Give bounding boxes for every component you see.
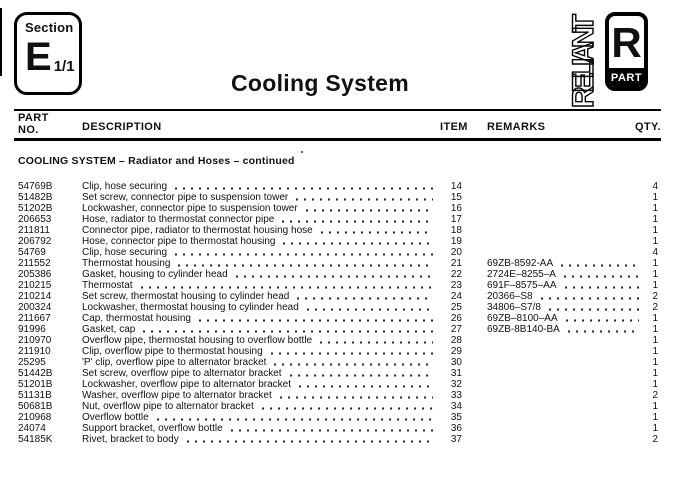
qty-value: 2 <box>652 291 658 302</box>
description-cell <box>82 434 438 445</box>
qty-value: 1 <box>652 280 658 291</box>
remarks-cell <box>487 269 644 280</box>
description-cell <box>82 181 438 192</box>
qty-value: 1 <box>652 269 658 280</box>
description-cell <box>82 192 438 203</box>
qty-value: 1 <box>652 346 658 357</box>
item-number: 17 <box>450 214 462 225</box>
table-row <box>0 346 681 357</box>
dot-leader <box>565 280 639 291</box>
part-number: 211552 <box>18 258 51 269</box>
description-text: Thermostat housing <box>82 258 171 269</box>
brand-badge-letter: R <box>611 19 642 66</box>
description-text: Clip, hose securing <box>82 247 168 258</box>
item-number: 37 <box>450 434 462 445</box>
table-row <box>0 225 681 236</box>
description-text: Overflow pipe, thermostat housing to overflow bottle <box>82 335 313 346</box>
part-number: 206653 <box>18 214 52 225</box>
description-cell <box>82 236 438 247</box>
table-row <box>0 357 681 368</box>
parts-table-body <box>0 181 681 445</box>
section-label: Section <box>25 20 74 35</box>
table-row <box>0 379 681 390</box>
qty-value: 1 <box>652 335 658 346</box>
dot-leader <box>157 412 433 423</box>
part-number: 51131B <box>18 390 52 401</box>
description-text: Washer, overflow pipe to alternator bracket <box>82 390 272 401</box>
brand-name-vertical: RELIANT <box>567 20 600 108</box>
remarks-text: 2724E–8255–A <box>487 269 556 280</box>
dot-leader <box>236 269 433 280</box>
part-number: 200324 <box>18 302 52 313</box>
description-text: Set screw, connector pipe to suspension tower <box>82 192 289 203</box>
qty-value: 1 <box>652 324 658 335</box>
table-row <box>0 236 681 247</box>
dot-leader <box>564 269 639 280</box>
dot-leader <box>320 335 433 346</box>
table-row <box>0 269 681 280</box>
table-row <box>0 181 681 192</box>
column-header-remarks: REMARKS <box>487 121 546 133</box>
remarks-text: 34806–S7/8 <box>487 302 541 313</box>
dot-leader <box>231 423 433 434</box>
section-code <box>25 37 79 77</box>
description-cell <box>82 247 438 258</box>
item-number: 31 <box>450 368 462 379</box>
column-header-part-line1: PART <box>18 112 49 124</box>
description-text: Support bracket, overflow bottle <box>82 423 223 434</box>
dot-leader <box>262 401 433 412</box>
qty-value: 1 <box>652 236 658 247</box>
item-number: 18 <box>450 225 462 236</box>
qty-value: 1 <box>652 401 658 412</box>
qty-value: 2 <box>652 434 658 445</box>
item-number: 20 <box>450 247 462 258</box>
item-number: 25 <box>450 302 462 313</box>
dot-leader <box>271 346 433 357</box>
part-number: 205386 <box>18 269 52 280</box>
scan-edge-line <box>0 8 2 76</box>
qty-value: 1 <box>652 357 658 368</box>
description-text: Clip, overflow pipe to thermostat housing <box>82 346 263 357</box>
table-row <box>0 258 681 269</box>
table-row <box>0 280 681 291</box>
dot-leader <box>274 357 433 368</box>
description-cell <box>82 214 438 225</box>
description-cell <box>82 313 438 324</box>
part-number: 54769B <box>18 181 53 192</box>
item-number: 16 <box>450 203 462 214</box>
item-number: 36 <box>450 423 462 434</box>
brand-badge-word: PART <box>609 68 644 87</box>
description-text: Overflow bottle <box>82 412 149 423</box>
description-cell <box>82 280 438 291</box>
dot-leader <box>175 247 433 258</box>
item-number: 33 <box>450 390 462 401</box>
remarks-cell <box>487 280 644 291</box>
dot-leader <box>175 181 433 192</box>
header-rule-bottom <box>14 138 661 141</box>
column-header-part-no <box>18 112 49 136</box>
item-number: 32 <box>450 379 462 390</box>
table-row <box>0 401 681 412</box>
table-row <box>0 192 681 203</box>
description-cell <box>82 390 438 401</box>
dot-leader <box>299 379 433 390</box>
table-row <box>0 291 681 302</box>
table-row <box>0 412 681 423</box>
remarks-cell <box>487 291 644 302</box>
description-cell <box>82 357 438 368</box>
part-number: 25295 <box>18 357 46 368</box>
item-number: 21 <box>450 258 462 269</box>
description-cell <box>82 324 438 335</box>
dot-leader <box>541 291 639 302</box>
description-cell <box>82 423 438 434</box>
dot-leader <box>199 313 433 324</box>
dot-leader <box>283 236 433 247</box>
dot-leader <box>297 291 433 302</box>
page-title: Cooling System <box>230 70 410 96</box>
description-text: Cap, thermostat housing <box>82 313 191 324</box>
description-text: Gasket, cap <box>82 324 136 335</box>
header-rule-top <box>14 109 661 111</box>
part-number: 51482B <box>18 192 53 203</box>
part-number: 50681B <box>18 401 53 412</box>
part-number: 211811 <box>18 225 50 236</box>
part-number: 211910 <box>18 346 51 357</box>
qty-value: 1 <box>652 192 658 203</box>
part-number: 210214 <box>18 291 52 302</box>
dot-leader <box>566 313 639 324</box>
table-row <box>0 423 681 434</box>
description-text: Gasket, housing to cylinder head <box>82 269 228 280</box>
table-row <box>0 247 681 258</box>
item-number: 15 <box>450 192 462 203</box>
item-number: 19 <box>450 236 462 247</box>
item-number: 34 <box>450 401 462 412</box>
qty-value: 1 <box>652 225 658 236</box>
remarks-cell <box>487 324 644 335</box>
qty-value: 1 <box>652 412 658 423</box>
description-text: Thermostat <box>82 280 133 291</box>
description-cell <box>82 203 438 214</box>
remarks-cell <box>487 313 644 324</box>
description-text: Set screw, thermostat housing to cylinder head <box>82 291 290 302</box>
group-title: COOLING SYSTEM – Radiator and Hoses – continued <box>18 155 295 167</box>
part-number: 210215 <box>18 280 52 291</box>
description-text: Set screw, overflow pipe to alternator bracket <box>82 368 282 379</box>
description-cell <box>82 302 438 313</box>
qty-value: 1 <box>652 368 658 379</box>
description-cell <box>82 412 438 423</box>
item-number: 14 <box>450 181 462 192</box>
item-number: 26 <box>450 313 462 324</box>
section-letter: E <box>25 35 52 79</box>
item-number: 35 <box>450 412 462 423</box>
section-fraction: 1/1 <box>53 58 75 75</box>
description-text: Nut, overflow pipe to alternator bracket <box>82 401 254 412</box>
scan-artifact-dot <box>301 151 303 153</box>
description-text: Connector pipe, radiator to thermostat housing hose <box>82 225 313 236</box>
description-text: 'P' clip, overflow pipe to alternator bracket <box>82 357 267 368</box>
description-text: Rivet, bracket to body <box>82 434 179 445</box>
column-header-description: DESCRIPTION <box>82 121 162 133</box>
qty-value: 1 <box>652 379 658 390</box>
item-number: 29 <box>450 346 462 357</box>
qty-value: 4 <box>652 247 658 258</box>
qty-value: 1 <box>652 258 658 269</box>
dot-leader <box>561 258 639 269</box>
dot-leader <box>143 324 433 335</box>
part-number: 24074 <box>18 423 46 434</box>
description-cell <box>82 335 438 346</box>
qty-value: 2 <box>652 390 658 401</box>
part-number: 210968 <box>18 412 52 423</box>
remarks-text: 69ZB-8B140-BA <box>487 324 560 335</box>
table-row <box>0 313 681 324</box>
part-number: 51442B <box>18 368 53 379</box>
remarks-text: 20366–S8 <box>487 291 533 302</box>
description-text: Lockwasher, overflow pipe to alternator bracket <box>82 379 291 390</box>
remarks-cell <box>487 258 644 269</box>
dot-leader <box>282 214 433 225</box>
qty-value: 4 <box>652 181 658 192</box>
table-row <box>0 302 681 313</box>
qty-value: 1 <box>652 313 658 324</box>
description-cell <box>82 379 438 390</box>
part-number: 51202B <box>18 203 53 214</box>
dot-leader <box>306 203 433 214</box>
remarks-text: 691F–8575–AA <box>487 280 557 291</box>
table-row <box>0 335 681 346</box>
description-cell <box>82 368 438 379</box>
description-cell <box>82 225 438 236</box>
description-text: Hose, radiator to thermostat connector pipe <box>82 214 275 225</box>
table-row <box>0 214 681 225</box>
part-number: 211667 <box>18 313 51 324</box>
qty-value: 1 <box>652 423 658 434</box>
description-cell <box>82 258 438 269</box>
table-row <box>0 390 681 401</box>
part-number: 54769 <box>18 247 46 258</box>
section-box <box>14 12 82 95</box>
part-number: 91996 <box>18 324 46 335</box>
remarks-cell <box>487 302 644 313</box>
brand-badge <box>605 12 648 91</box>
item-number: 30 <box>450 357 462 368</box>
dot-leader <box>178 258 433 269</box>
part-number: 51201B <box>18 379 53 390</box>
dot-leader <box>568 324 639 335</box>
part-number: 210970 <box>18 335 52 346</box>
dot-leader <box>141 280 433 291</box>
table-row <box>0 203 681 214</box>
item-number: 28 <box>450 335 462 346</box>
dot-leader <box>187 434 433 445</box>
dot-leader <box>296 192 433 203</box>
dot-leader <box>307 302 433 313</box>
qty-value: 1 <box>652 203 658 214</box>
part-number: 54185K <box>18 434 53 445</box>
description-text: Lockwasher, thermostat housing to cylinder head <box>82 302 299 313</box>
column-header-item: ITEM <box>440 121 468 133</box>
description-text: Clip, hose securing <box>82 181 168 192</box>
table-row <box>0 368 681 379</box>
table-row <box>0 434 681 445</box>
qty-value: 2 <box>652 302 658 313</box>
item-number: 27 <box>450 324 462 335</box>
column-header-qty: QTY. <box>634 121 661 133</box>
dot-leader <box>290 368 433 379</box>
dot-leader <box>321 225 433 236</box>
description-cell <box>82 346 438 357</box>
remarks-text: 69ZB-8592-AA <box>487 258 554 269</box>
dot-leader <box>549 302 639 313</box>
remarks-text: 69ZB–8100–AA <box>487 313 558 324</box>
description-cell <box>82 401 438 412</box>
qty-value: 1 <box>652 214 658 225</box>
description-cell <box>82 269 438 280</box>
description-text: Lockwasher, connector pipe to suspension tower <box>82 203 298 214</box>
part-number: 206792 <box>18 236 52 247</box>
table-row <box>0 324 681 335</box>
column-header-part-line2: NO. <box>18 124 39 136</box>
item-number: 23 <box>450 280 462 291</box>
dot-leader <box>280 390 433 401</box>
item-number: 24 <box>450 291 462 302</box>
item-number: 22 <box>450 269 462 280</box>
description-cell <box>82 291 438 302</box>
description-text: Hose, connector pipe to thermostat housing <box>82 236 276 247</box>
